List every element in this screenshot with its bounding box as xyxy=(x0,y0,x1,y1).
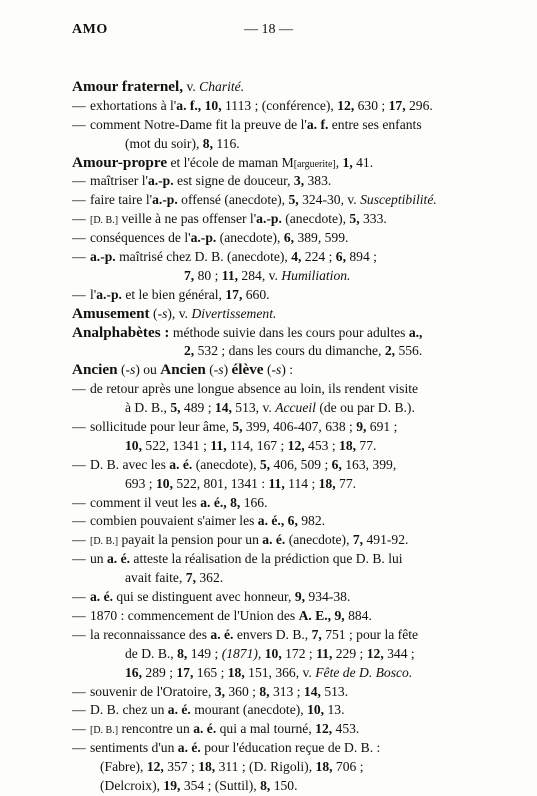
text: ( xyxy=(205,362,214,378)
sub-entry-line xyxy=(72,512,482,531)
text: l' xyxy=(90,286,97,302)
volume-number: 7, xyxy=(185,570,196,586)
volume-number: 10, xyxy=(155,475,173,491)
text: 284, v. xyxy=(238,267,282,283)
text: (anecdote), xyxy=(216,230,284,246)
text: qui a mal tourné, xyxy=(216,721,316,737)
text: 491-92. xyxy=(363,532,409,548)
text: 934-38. xyxy=(305,589,351,605)
dash: — xyxy=(72,211,86,227)
volume-number: 17, xyxy=(225,286,243,302)
volume-number: 8, xyxy=(260,777,271,793)
sub-entry-line xyxy=(72,531,482,550)
text: atteste la réalisation de la prédiction que D. B. lui xyxy=(130,551,403,567)
text: 406, 509 ; xyxy=(270,456,332,472)
text: (anecdote), xyxy=(192,456,260,472)
text: 453. xyxy=(332,721,360,737)
plural-marker: -s xyxy=(213,362,224,378)
text: 313 ; xyxy=(269,683,304,699)
headword-line xyxy=(72,361,482,380)
text: maîtrisé chez D. B. (anecdote), xyxy=(115,249,292,265)
continuation-line xyxy=(72,758,482,777)
sub-entry-line xyxy=(72,191,482,210)
volume-number: 6, xyxy=(335,249,346,265)
sub-entry-line xyxy=(72,550,482,569)
volume-number: 5, xyxy=(259,456,271,472)
headword: élève xyxy=(231,361,264,379)
headword: Amour fraternel, xyxy=(72,78,184,95)
continuation-line xyxy=(72,437,482,456)
text: 982. xyxy=(297,513,326,529)
text: 41. xyxy=(352,154,374,170)
text: combien pouvaient s'aimer les xyxy=(90,513,258,529)
volume-number: 7, xyxy=(184,267,195,283)
text: 224 ; xyxy=(301,249,336,265)
abbreviation: a. é. xyxy=(262,532,286,548)
text: sentiments d'un xyxy=(90,740,178,756)
italic-year: (1871), xyxy=(221,645,262,661)
text: 149 ; xyxy=(187,645,222,661)
text: 556. xyxy=(395,343,423,359)
text: 296. xyxy=(405,97,433,113)
text: 150. xyxy=(270,777,298,793)
volume-number: 18, xyxy=(198,759,216,775)
text: méthode suivie dans les cours pour adultes xyxy=(169,324,409,340)
continuation-line xyxy=(72,475,482,494)
text: 894 ; xyxy=(345,249,377,265)
dash: — xyxy=(72,551,86,567)
text: et le bien général, xyxy=(121,286,226,302)
volume-number: 9, xyxy=(294,589,306,605)
text: 172 ; xyxy=(281,645,317,661)
abbreviation: a.-p. xyxy=(147,173,174,189)
section-label: AMO xyxy=(72,22,108,37)
text: exhortations à l' xyxy=(90,97,177,113)
text: 116. xyxy=(212,135,240,151)
small-caps-text: [D. B.] xyxy=(90,215,119,227)
text: 357 ; xyxy=(163,759,199,775)
text: 706 ; xyxy=(332,759,364,775)
text: 693 ; xyxy=(125,475,156,491)
dash: — xyxy=(72,532,86,548)
text: 324-30, v. xyxy=(298,192,361,208)
text: 77. xyxy=(356,437,377,453)
volume-number: 18, xyxy=(227,664,245,680)
volume-number: 17, xyxy=(176,664,194,680)
text: 151, 366, v. xyxy=(244,664,316,680)
headword-line xyxy=(72,78,482,97)
continuation-line xyxy=(72,569,482,588)
volume-number: 8, xyxy=(202,135,213,151)
text: (mot du soir), xyxy=(125,135,203,151)
cross-reference: Accueil xyxy=(275,400,316,416)
volume-number: 3, xyxy=(214,683,225,699)
continuation-line xyxy=(72,135,482,154)
volume-number: 2, xyxy=(184,343,195,359)
continuation-line xyxy=(72,777,482,796)
sub-entry-line xyxy=(72,739,482,758)
volume-number: 14, xyxy=(214,400,232,416)
dash: — xyxy=(72,456,86,472)
volume-number: 10, xyxy=(204,97,222,113)
dash: — xyxy=(72,607,86,623)
text: (anecdote), xyxy=(281,211,350,227)
sub-entry-line xyxy=(72,720,482,739)
dash: — xyxy=(72,419,86,435)
abbreviation: a.-p. xyxy=(190,230,217,246)
text: à D. B., xyxy=(125,400,171,416)
volume-number: 9, xyxy=(356,419,367,435)
text: de retour après une longue absence au loin, ils rendent visite xyxy=(90,381,419,397)
abbreviation: a.-p. xyxy=(96,286,122,302)
text: 360 ; xyxy=(224,683,260,699)
text: 163, 399, xyxy=(341,456,397,472)
volume-number: 16, xyxy=(125,664,142,680)
text: la reconnaissance des xyxy=(90,626,211,642)
volume-number: 17, xyxy=(388,97,406,113)
text: ), v. xyxy=(167,305,192,321)
headword: Ancien xyxy=(72,361,118,379)
page-number: — 18 — xyxy=(244,22,293,37)
text: rencontre un xyxy=(118,721,194,737)
abbreviation: a.-p. xyxy=(256,211,282,227)
text: veille à ne pas offenser l' xyxy=(118,211,257,227)
headword: Analphabètes : xyxy=(72,323,170,341)
abbreviation: a.-p. xyxy=(152,192,178,208)
text: (anecdote), xyxy=(285,532,353,548)
text: 289 ; xyxy=(142,664,177,680)
text: 453 ; xyxy=(304,437,340,453)
running-header xyxy=(0,22,537,42)
volume-number: 5, xyxy=(349,211,360,227)
text: ) ou xyxy=(135,362,161,378)
abbreviation: a. é. xyxy=(210,626,234,642)
headword-line xyxy=(72,305,482,324)
volume-number: 18, xyxy=(339,437,357,453)
text: D. B. avec les xyxy=(90,456,170,472)
volume-number: 11, xyxy=(268,475,285,491)
dash: — xyxy=(72,683,86,699)
dash: — xyxy=(72,116,86,132)
abbreviation: a. é. xyxy=(169,456,193,472)
small-caps-text: [D. B.] xyxy=(90,536,119,548)
text: ) xyxy=(223,362,232,378)
text: 13. xyxy=(324,702,345,718)
sub-entry-line xyxy=(72,494,482,513)
sub-entry-line xyxy=(72,97,482,116)
plural-marker: -s xyxy=(271,362,282,378)
small-caps-text: [D. B.] xyxy=(90,725,119,737)
text: 229 ; xyxy=(332,645,367,661)
text: 311 ; (D. Rigoli), xyxy=(215,759,316,775)
text: (Delcroix), xyxy=(100,777,164,793)
continuation-line xyxy=(72,399,482,418)
text: 513, v. xyxy=(231,400,276,416)
volume-number: 11, xyxy=(210,437,227,453)
dash: — xyxy=(72,97,86,113)
text: 489 ; xyxy=(180,400,215,416)
sub-entry-line xyxy=(72,683,482,702)
volume-number: 11, xyxy=(316,645,333,661)
volume-number: 11, xyxy=(221,267,239,283)
continuation-line xyxy=(72,664,482,683)
sub-entry-line xyxy=(72,456,482,475)
continuation-line xyxy=(72,645,482,664)
cross-reference: Fête de D. Bosco. xyxy=(315,664,413,680)
text: qui se distinguent avec honneur, xyxy=(113,589,295,605)
text: comment il veut les xyxy=(90,494,201,510)
abbreviation: a. é. xyxy=(107,551,131,567)
dash: — xyxy=(72,702,86,718)
text: entre ses enfants xyxy=(328,116,422,132)
volume-number: 6, xyxy=(331,456,342,472)
volume-number: 12, xyxy=(337,97,355,113)
volume-number: 12, xyxy=(366,645,384,661)
text: mourant (anecdote), xyxy=(190,702,308,718)
text: sollicitude pour leur âme, xyxy=(90,419,233,435)
volume-number: 10, xyxy=(264,645,282,661)
text: 522, 801, 1341 : xyxy=(172,475,269,491)
abbreviation: a. é. xyxy=(167,702,191,718)
text: , xyxy=(335,154,343,170)
text: 630 ; xyxy=(354,97,389,113)
text: avait faite, xyxy=(125,570,186,586)
abbreviation: A. E., xyxy=(298,607,332,623)
abbreviation: a., xyxy=(408,324,423,340)
text: comment Notre-Dame fit la preuve de l' xyxy=(90,116,307,132)
text: (de ou par D. B.). xyxy=(315,400,415,416)
text: 80 ; xyxy=(194,267,222,283)
sub-entry-line xyxy=(72,172,482,191)
sub-entry-line xyxy=(72,286,482,305)
sub-entry-line xyxy=(72,380,482,399)
volume-number: 8, xyxy=(230,494,241,510)
dash: — xyxy=(72,230,86,246)
volume-number: 14, xyxy=(303,683,321,699)
text: 383. xyxy=(304,173,332,189)
sub-entry-line xyxy=(72,229,482,248)
cross-reference: Charité. xyxy=(199,79,245,94)
volume-number: 7, xyxy=(311,626,322,642)
text: de D. B., xyxy=(125,645,178,661)
dash: — xyxy=(72,381,86,397)
text: conséquences de l' xyxy=(90,230,191,246)
text: (Fabre), xyxy=(100,759,147,775)
abbreviation: a. é., xyxy=(200,494,227,510)
headword: Ancien xyxy=(160,361,206,379)
abbreviation: a. f., xyxy=(176,97,202,113)
headword-line xyxy=(72,154,482,173)
volume-number: 4, xyxy=(291,249,302,265)
dash: — xyxy=(72,173,86,189)
text: envers D. B., xyxy=(233,626,312,642)
volume-number: 7, xyxy=(352,532,364,548)
plural-marker: -s xyxy=(157,305,168,321)
cross-reference: Susceptibilité. xyxy=(360,192,437,208)
index-entries xyxy=(72,78,482,796)
volume-number: 6, xyxy=(287,513,298,529)
dash: — xyxy=(72,589,86,605)
text: ) : xyxy=(281,362,294,378)
abbreviation: a.-p. xyxy=(90,249,116,265)
text: 660. xyxy=(242,286,270,302)
text: v. xyxy=(183,79,200,94)
volume-number: 3, xyxy=(293,173,305,189)
text: et l'école de maman M xyxy=(167,154,294,170)
text: 522, 1341 ; xyxy=(142,437,211,453)
text: 77. xyxy=(335,475,357,491)
dash: — xyxy=(72,192,86,208)
text: ( xyxy=(117,362,126,378)
text: 691 ; xyxy=(366,419,398,435)
text: 532 ; dans les cours du dimanche, xyxy=(194,343,385,359)
volume-number: 10, xyxy=(307,702,325,718)
volume-number: 8, xyxy=(259,683,270,699)
volume-number: 12, xyxy=(287,437,305,453)
text: 114 ; xyxy=(284,475,319,491)
volume-number: 1, xyxy=(342,154,353,170)
text: faire taire l' xyxy=(90,192,153,208)
plural-marker: -s xyxy=(125,362,136,378)
text: 513. xyxy=(320,683,349,699)
text: maîtriser l' xyxy=(90,173,148,189)
continuation-line xyxy=(72,267,482,286)
dash: — xyxy=(72,740,86,756)
text: 1113 ; (conférence), xyxy=(221,97,338,113)
volume-number: 9, xyxy=(334,607,345,623)
volume-number: 12, xyxy=(315,721,333,737)
cross-reference: Humiliation. xyxy=(281,267,351,283)
dash: — xyxy=(72,513,86,529)
text: 333. xyxy=(359,211,387,227)
headword: Amusement xyxy=(72,304,150,322)
dash: — xyxy=(72,494,86,510)
text: 354 ; (Suttil), xyxy=(180,777,261,793)
volume-number: 5, xyxy=(232,419,243,435)
sub-entry-line xyxy=(72,248,482,267)
small-caps-text: [arguerite] xyxy=(293,158,336,170)
text: souvenir de l'Oratoire, xyxy=(90,683,215,699)
text: D. B. chez un xyxy=(90,702,168,718)
text: 165 ; xyxy=(193,664,228,680)
dash: — xyxy=(72,626,86,642)
text: 114, 167 ; xyxy=(226,437,288,453)
abbreviation: a. f. xyxy=(306,116,329,132)
volume-number: 2, xyxy=(384,343,396,359)
text: ( xyxy=(263,362,272,378)
sub-entry-line xyxy=(72,626,482,645)
sub-entry-line xyxy=(72,210,482,229)
sub-entry-line xyxy=(72,116,482,135)
text: 751 ; pour la fête xyxy=(321,626,419,642)
volume-number: 5, xyxy=(170,400,181,416)
volume-number: 8, xyxy=(177,645,188,661)
sub-entry-line xyxy=(72,588,482,607)
text: pour l'éducation reçue de D. B. : xyxy=(200,740,381,756)
headword-line xyxy=(72,324,482,343)
text: offensé (anecdote), xyxy=(177,192,289,208)
sub-entry-line xyxy=(72,701,482,720)
text: 884. xyxy=(344,607,372,623)
text: payait la pension pour un xyxy=(118,532,263,548)
volume-number: 5, xyxy=(288,192,299,208)
abbreviation: a. é. xyxy=(193,721,217,737)
abbreviation: a. é. xyxy=(177,740,201,756)
text: 1870 : commencement de l'Union des xyxy=(90,607,299,623)
volume-number: 12, xyxy=(146,759,164,775)
sub-entry-line xyxy=(72,418,482,437)
text: un xyxy=(90,551,107,567)
volume-number: 19, xyxy=(163,777,181,793)
volume-number: 10, xyxy=(125,437,142,453)
cross-reference: Divertissement. xyxy=(191,305,277,321)
text: 344 ; xyxy=(383,645,415,661)
text: 389, 599. xyxy=(294,230,349,246)
volume-number: 18, xyxy=(315,759,333,775)
continuation-line xyxy=(72,342,482,361)
sub-entry-line xyxy=(72,607,482,626)
text: 362. xyxy=(195,570,224,586)
volume-number: 18, xyxy=(318,475,336,491)
text: 166. xyxy=(240,494,268,510)
abbreviation: a. é., xyxy=(257,513,285,529)
text: est signe de douceur, xyxy=(173,173,294,189)
abbreviation: a. é. xyxy=(90,589,114,605)
dash: — xyxy=(72,286,86,302)
headword: Amour-propre xyxy=(72,153,168,171)
dash: — xyxy=(72,249,86,265)
volume-number: 6, xyxy=(283,230,295,246)
text: ( xyxy=(149,305,158,321)
text: 399, 406-407, 638 ; xyxy=(242,419,357,435)
dash: — xyxy=(72,721,86,737)
